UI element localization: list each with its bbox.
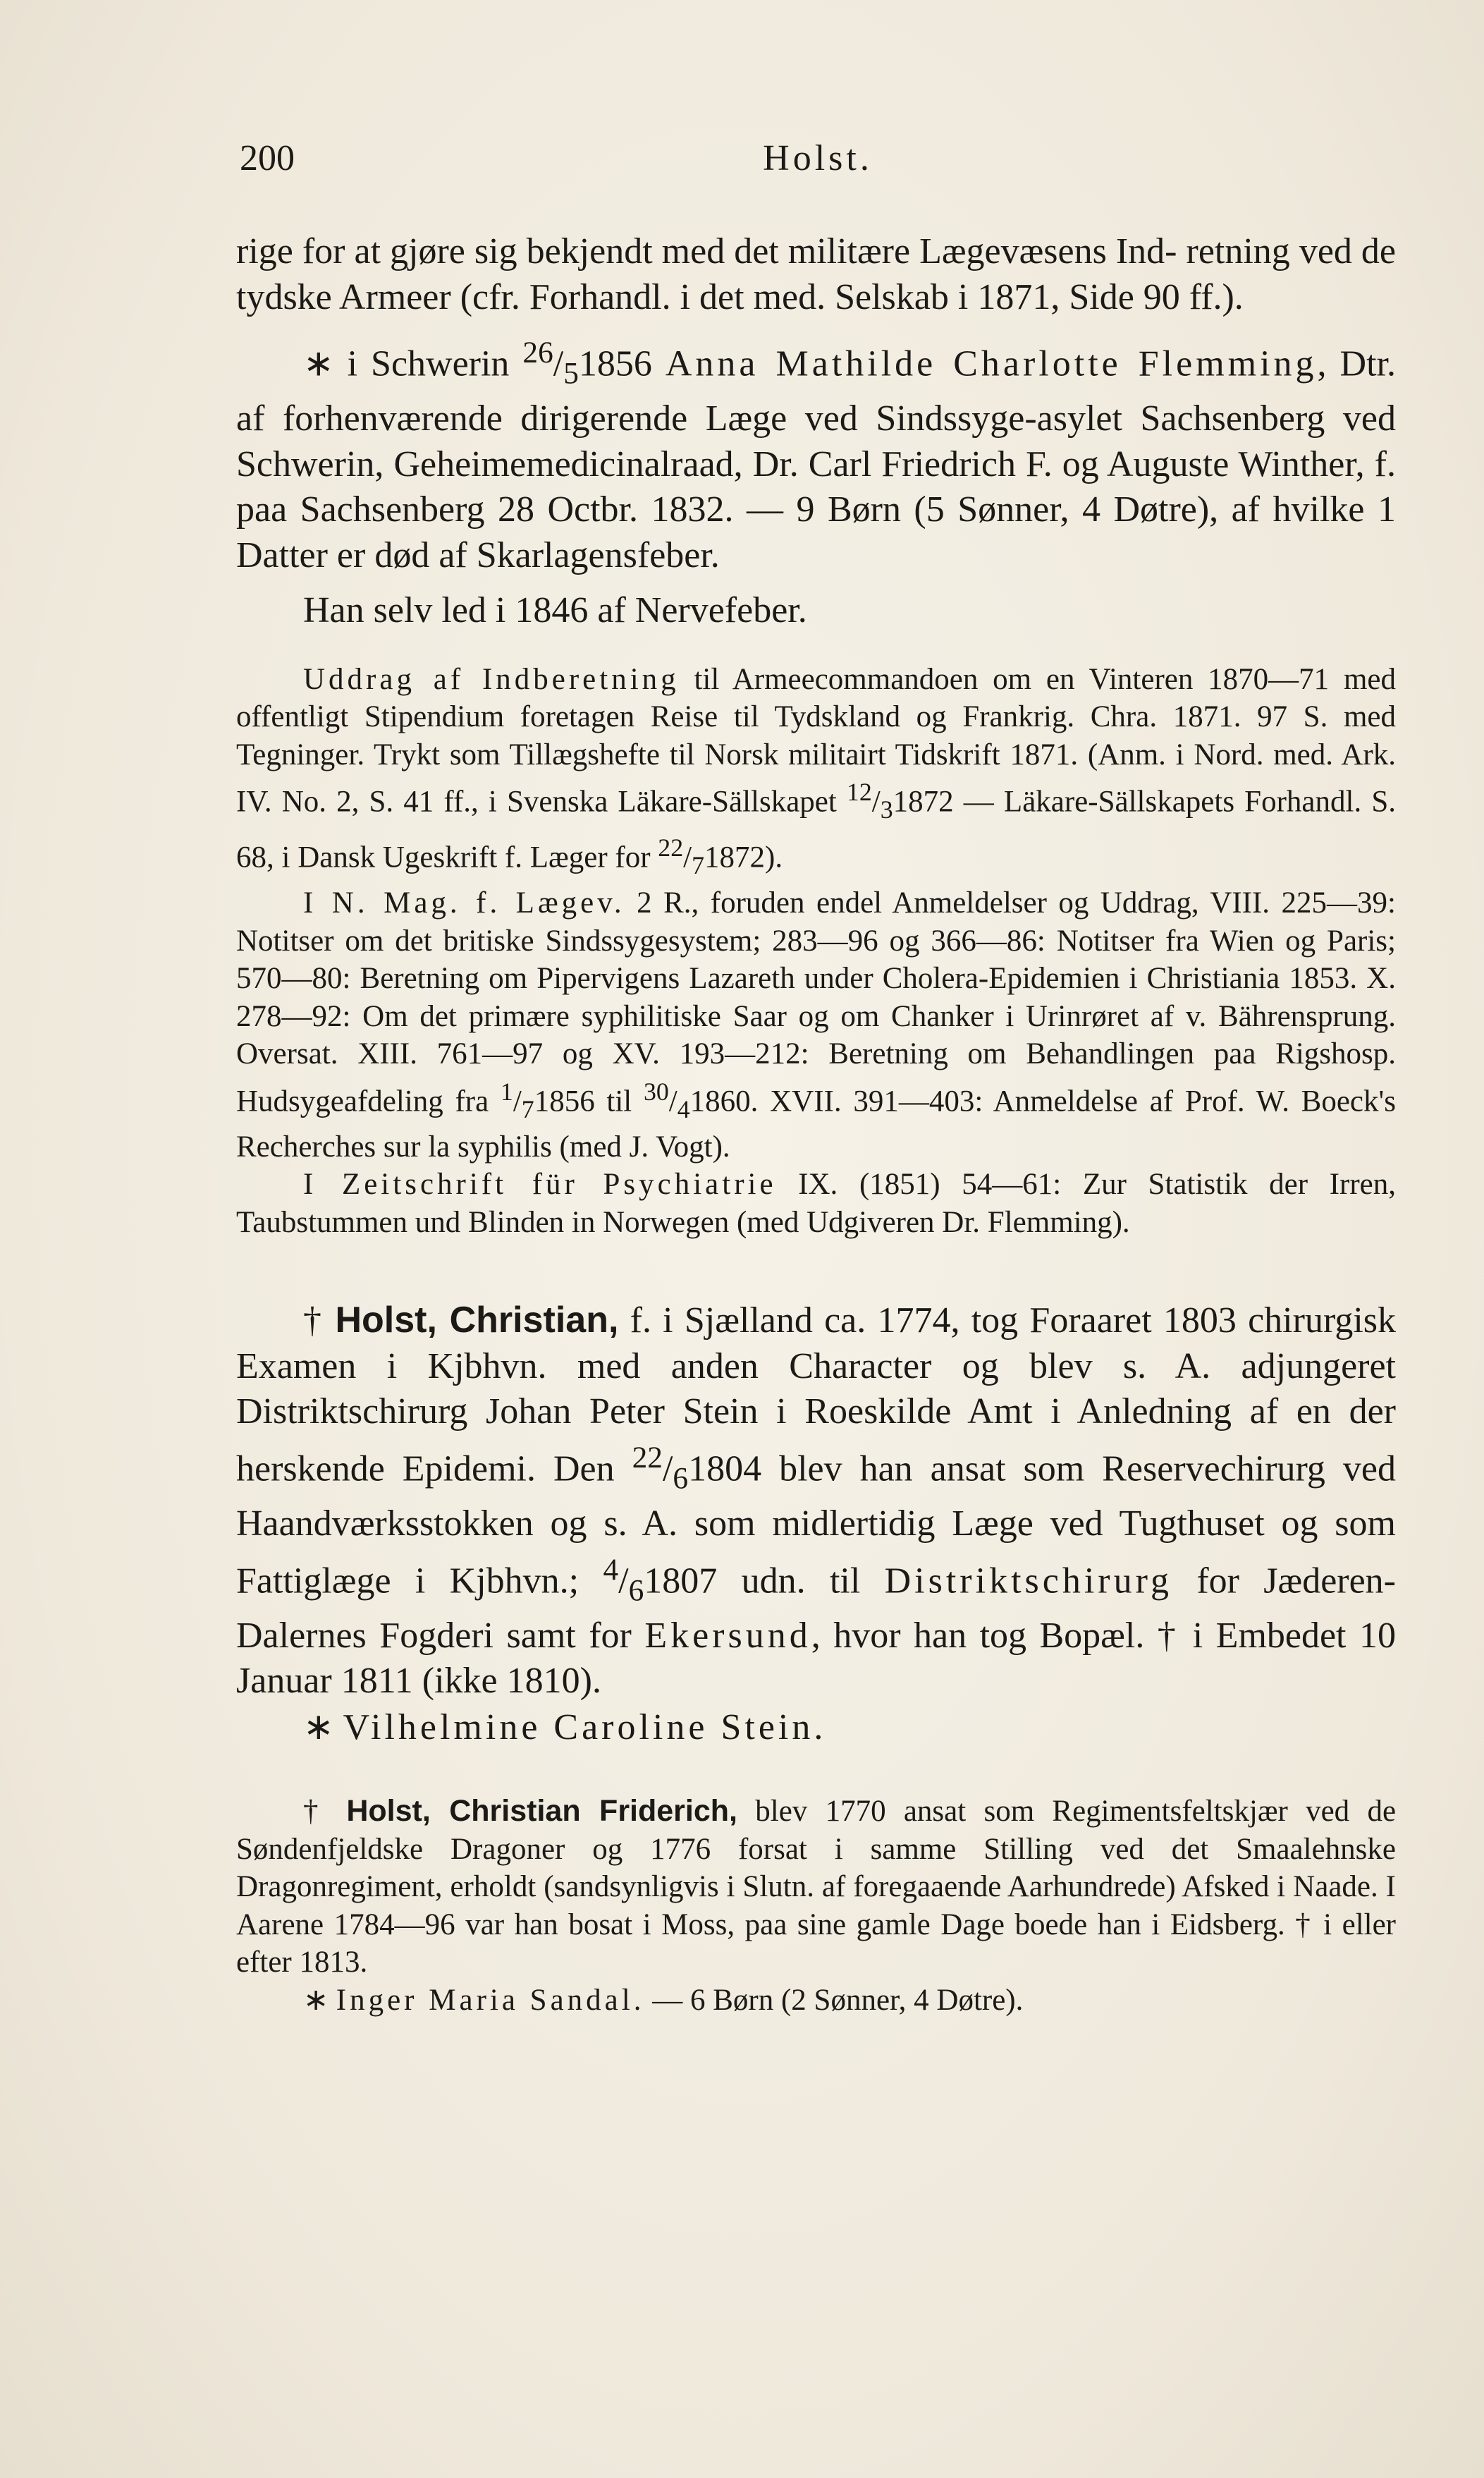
- page-body: [236, 229, 1396, 2019]
- bibliography-text-2b: 1856 til: [534, 1084, 644, 1118]
- bibliography-text-2c: 1860. XVII. 391—403: Anmeldelse af Prof. W. Boeck's Recherches sur la syphilis (med J. Vogt).: [236, 1084, 1396, 1164]
- bibliography-text-2a: 2 R., foruden endel Anmeldelser og Uddrag, VIII. 225—39: Notitser om det britiske Sindssygesystem; 283—96 og 366—86: Notitser fra Wien og Paris; 570—80: Beretning om Pipervigens Lazareth under Cholera-Epidemien i Christiania 1853. X. 278—92: Om det primære syphilitiske Saar og om Chanker i Urinrøret af v. Bährensprung. Oversat. XIII. 761—97 og XV. 193—212: Beretning om Behandlingen paa Rigshosp. Hudsygeafdeling fra: [236, 886, 1396, 1118]
- running-head: Holst.: [763, 138, 873, 178]
- date-month: 7: [521, 1094, 534, 1123]
- dagger-symbol: †: [303, 1300, 324, 1341]
- bibliography-text-1a: til Armeecommandoen om en Vinteren 1870—71 med offentligt Stipendium foretagen Reise til Tydskland og Frankrig. Chra. 1871. 97 S. med Tegninger. Trykt som Tillægshefte til Norsk militairt Tidskrift 1871. (Anm. i Nord. med. Ark. IV. No. 2, S. 41 ff., i Svenska Läkare-Sällskapet: [236, 662, 1396, 819]
- entry-holst-christian-friderich: [236, 1793, 1396, 1982]
- bibliography-item-3: [236, 1166, 1396, 1241]
- marriage-place: i Schwerin: [333, 343, 523, 384]
- date-day: 22: [658, 833, 684, 862]
- date-month: 6: [628, 1573, 644, 1608]
- entry-name: Holst, Christian,: [335, 1300, 619, 1341]
- continuation-line-2: retning ved de tydske Armeer (cfr. Forhandl. i det med. Selskab: [236, 231, 1396, 317]
- date-day: 4: [603, 1552, 619, 1587]
- bibliography-text-1b: 1872 — Läkare-Sällskapets Forhandl. S. 68, i Dansk Ugeskrift f. Læger for: [236, 785, 1396, 874]
- marriage-date-day: 26: [522, 336, 553, 370]
- bibliography-title-3: I Zeitschrift für Psychiatrie: [303, 1168, 777, 1202]
- entry-text-d: for Jæderen-Dalernes Fogderi samt for: [236, 1561, 1397, 1656]
- entry-continuation: [236, 229, 1396, 320]
- bibliography-text-3: IX. (1851) 54—61: Zur Statistik der Irren, Taubstummen und Blinden in Norwegen (med Udgiveren Dr. Flemming).: [236, 1168, 1396, 1239]
- place-name: Ekersund: [644, 1615, 811, 1656]
- entry-text-a: f. i Sjælland ca. 1774, tog Foraaret 1803 chirurgisk Examen i Kjbhvn. med anden Character og blev s. A. adjungeret Distriktschirurg Johan Peter Stein i Roeskilde Amt i Anledning af en der herskende Epidemi. Den: [236, 1300, 1396, 1489]
- marriage-line: [236, 1982, 1396, 2020]
- marriage-symbol: ∗: [303, 1982, 329, 2018]
- date-day: 1: [500, 1077, 513, 1106]
- date-day: 30: [643, 1077, 669, 1106]
- wife-name: Anna Mathilde Charlotte Flemming: [665, 343, 1318, 384]
- marriage-symbol: ∗: [303, 342, 334, 385]
- wife-name: Vilhelmine Caroline Stein.: [343, 1707, 827, 1747]
- marriage-line: [236, 1704, 1396, 1751]
- bibliography-item-2: I N. Mag. f. Lægev. 2 R., foruden endel Anmeldelser og Uddrag, VIII. 225—39: Notitser om det britiske Sindssygesystem; 283—96 og 366—86: Notitser fra Wien og Paris; 570—80: Beretning om Pipervigens Lazareth under Cholera-Epidemien i Christiania 1853. X. 278—92: Om det primære syphilitiske Saar og om Chanker i Urinrøret af v. Bährensprung. Oversat. XIII. 761—97 og XV. 193—212: Beretning om Behandlingen paa Rigshosp. Hudsygeafdeling fra $^1/_71856$ til $^{30}/_41860$. XVII. 391—403: Anmeldelse af Prof. W. Boeck's Recherches sur la syphilis (med J. Vogt).: [236, 886, 1396, 1164]
- bibliography-title-1: Uddrag af Indberetning: [303, 662, 680, 696]
- date-day: 22: [632, 1440, 663, 1475]
- date-month: 7: [692, 850, 704, 879]
- entry-text-b: 1804 blev han ansat som Reservechirurg ved Haandværksstokken og s. A. som midlertidig Læge ved Tugthuset og som Fattiglæge i Kjbhvn.;: [236, 1448, 1396, 1601]
- bibliography-title-2: I N. Mag. f. Lægev.: [303, 886, 625, 920]
- entry-text: blev 1770 ansat som Regimentsfeltskjær ved de Søndenfjeldske Dragoner og 1776 forsat i samme Stilling ved det Smaalehnske Dragonregiment, erholdt (sandsynligvis i Slutn. af foregaaende Aarhundrede) Afsked i Naade. I Aarene 1784—96 var han bosat i Moss, paa sine gamle Dage boede han i Eidsberg. † i eller efter 1813.: [236, 1795, 1397, 1979]
- entry-text-e: , hvor han tog Bopæl. † i Embedet 10 Januar 1811 (ikke 1810).: [236, 1615, 1396, 1702]
- office-title: Distriktschirurg: [884, 1561, 1172, 1601]
- bibliography-text-1c: 1872).: [704, 840, 783, 874]
- entry-text-c: 1807 udn. til: [644, 1561, 885, 1601]
- marriage-symbol: ∗: [303, 1705, 334, 1748]
- date-month: 6: [673, 1461, 689, 1496]
- entry-name: Holst, Christian Friderich,: [346, 1794, 737, 1829]
- marriage-paragraph: ∗ i Schwerin $^{26}/_51856$ Anna Mathilde Charlotte Flemming, Dtr. af forhenværende dirigerende Læge ved Sindssyge-asylet Sachsenberg ved Schwerin, Geheimemedicinalraad, Dr. Carl Friedrich F. og Auguste Winther, f. paa Sachsenberg 28 Octbr. 1832. — 9 Børn (5 Sønner, 4 Døtre), af hvilke 1 Datter er død af Skarlagensfeber.: [236, 336, 1396, 575]
- marriage-year: 1856: [578, 343, 666, 384]
- continuation-line-1: rige for at gjøre sig bekjendt med det militære Lægevæsens Ind-: [236, 231, 1177, 271]
- wife-name: Inger Maria Sandal.: [336, 1983, 645, 2017]
- dagger-symbol: †: [303, 1795, 329, 1829]
- children-note: — 6 Børn (2 Sønner, 4 Døtre).: [644, 1983, 1024, 2017]
- date-month: 3: [880, 795, 893, 824]
- marriage-date-month: 5: [563, 356, 579, 391]
- entry-holst-christian: † Holst, Christian, f. i Sjælland ca. 1774, tog Foraaret 1803 chirurgisk Examen i Kjbhvn. med anden Character og blev s. A. adjungeret Distriktschirurg Johan Peter Stein i Roeskilde Amt i Anledning af en der herskende Epidemi. Den $^{22}/_61804$ blev han ansat som Reservechirurg ved Haandværksstokken og s. A. som midlertidig Læge ved Tugthuset og som Fattiglæge i Kjbhvn.; $^4/_61807$ udn. til Distriktschirurg for Jæderen-Dalernes Fogderi samt for Ekersund, hvor han tog Bopæl. † i Embedet 10 Januar 1811 (ikke 1810).: [236, 1300, 1397, 1702]
- date-month: 4: [677, 1094, 690, 1123]
- continuation-line-3: i 1871, Side 90 ff.).: [957, 276, 1244, 317]
- bibliography-item-1: Uddrag af Indberetning til Armeecommandoen om en Vinteren 1870—71 med offentligt Stipendium foretagen Reise til Tydskland og Frankrig. Chra. 1871. 97 S. med Tegninger. Trykt som Tillægshefte til Norsk militairt Tidskrift 1871. (Anm. i Nord. med. Ark. IV. No. 2, S. 41 ff., i Svenska Läkare-Sällskapet $^{12}/_31872$ — Läkare-Sällskapets Forhandl. S. 68, i Dansk Ugeskrift f. Læger for $^{22}/_71872$).: [236, 662, 1396, 879]
- page-number: 200: [240, 138, 295, 178]
- wife-details: , Dtr. af forhenværende dirigerende Læge ved Sindssyge-asylet Sachsenberg ved Schwerin, Geheimemedicinalraad, Dr. Carl Friedrich F. og Auguste Winther, f. paa Sachsenberg 28 Octbr. 1832. — 9 Børn (5 Sønner, 4 Døtre), af hvilke 1 Datter er død af Skarlagensfeber.: [236, 343, 1396, 575]
- page-header: [240, 138, 1396, 194]
- illness-note: Han selv led i 1846 af Nervefeber.: [303, 590, 807, 631]
- date-day: 12: [846, 778, 872, 807]
